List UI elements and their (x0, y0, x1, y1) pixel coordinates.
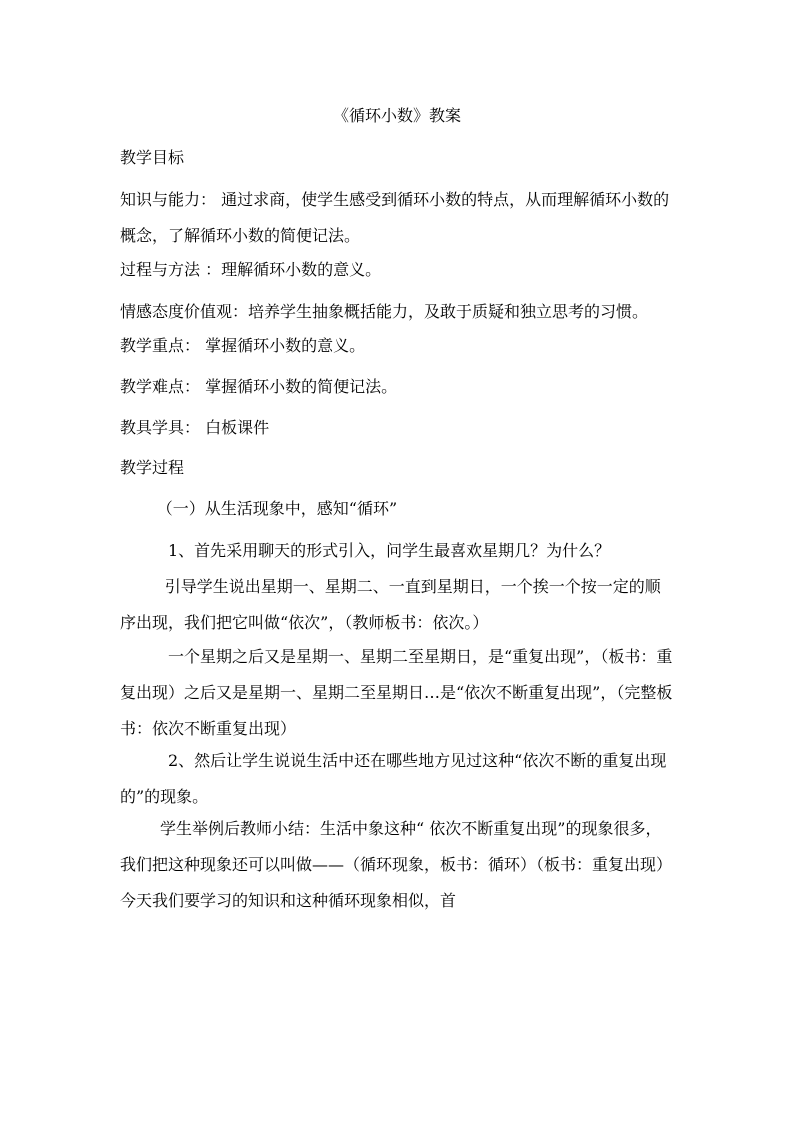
paragraph-difficult-point: 教学难点： 掌握循环小数的简便记法。 (120, 377, 398, 396)
document-title: 《循环小数》教案 (332, 106, 461, 125)
paragraph-step-1: 1、首先采用聊天的形式引入，问学生最喜欢星期几？为什么？ (168, 541, 611, 560)
paragraph-sequence: 引导学生说出星期一、星期二、一直到星期日，一个挨一个按一定的顺序出现，我们把它叫做“依次”，（教师板书：依次。） (120, 577, 661, 632)
paragraph-knowledge-ability: 知识与能力： 通过求商，使学生感受到循环小数的特点，从而理解循环小数的概念，了解循环小数的简便记法。 (120, 190, 670, 245)
document-body (120, 148, 676, 939)
paragraph-key-point: 教学重点： 掌握循环小数的意义。 (120, 336, 366, 355)
subsection-heading-1: （一）从生活现象中，感知“循环” (156, 499, 398, 518)
section-heading-objectives: 教学目标 (120, 148, 185, 167)
paragraph-emotion-values: 情感态度价值观：培养学生抽象概括能力，及敢于质疑和独立思考的习惯。 (120, 302, 649, 321)
paragraph-teaching-aids: 教具学具： 白板课件 (120, 418, 270, 437)
section-heading-process: 教学过程 (120, 458, 185, 477)
paragraph-repetition: 一个星期之后又是星期一、星期二至星期日，是“重复出现”，（板书：重复出现）之后又是星期一、星期二至星期日…是“依次不断重复出现”，（完整板书：依次不断重复出现） (120, 647, 673, 738)
paragraph-process-method: 过程与方法 ：理解循环小数的意义。 (120, 260, 382, 279)
paragraph-summary: 学生举例后教师小结：生活中象这种“ 依次不断重复出现”的现象很多，我们把这种现象还可以叫做——（循环现象，板书：循环）（板书：重复出现）今天我们要学习的知识和这种循环现象相似，首 (120, 819, 673, 910)
paragraph-step-2: 2、然后让学生说说生活中还在哪些地方见过这种“依次不断的重复出现的”的现象。 (120, 751, 667, 806)
